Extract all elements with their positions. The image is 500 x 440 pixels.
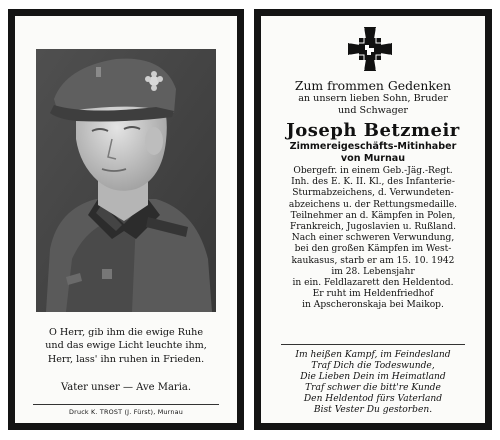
verse-line: Traf schwer die bitt're Kunde [305,383,441,394]
printer-credit: Druck K. TROST (J. Fürst), Murnau [69,408,183,416]
soldier-portrait-photo [36,49,216,312]
bio-line: in Apscheronskaja bei Maikop. [302,300,444,311]
bio-line: Sturmabzeichens, d. Verwundeten- [292,188,454,199]
prayer-line: Herr, lass' ihn ruhen in Frieden. [47,353,205,365]
divider-line [281,344,465,345]
verse-line: Im heißen Kampf, im Feindesland [295,350,451,360]
memorial-heading: Zum frommen Gedenken [294,78,452,93]
right-card [254,9,492,430]
biography [267,166,479,312]
verse-line: Bist Vester Du gestorben. [313,405,433,416]
bio-line: in ein. Feldlazarett den Heldentod. [292,278,454,289]
bio-line: im 28. Lebensjahr [331,266,415,277]
occupation: Zimmereigeschäfts-Mitinhaber [289,141,457,152]
bio-line: kaukasus, starb er am 15. 10. 1942 [291,255,455,266]
iron-cross-icon [347,26,393,72]
bio-line: Obergefr. in einem Geb.-Jäg.-Regt. [293,166,453,176]
closing-prayer: Vater unser — Ave Maria. [60,382,192,393]
dedication-text [261,93,485,116]
bio-line: bei den großen Kämpfen im West- [294,244,452,255]
memorial-verse [267,350,479,417]
dedication-line: und Schwager [337,104,408,116]
verse-line: Die Lieben Dein im Heimatland [300,372,446,383]
prayer-line: O Herr, gib ihm die ewige Ruhe [49,327,203,338]
bio-line: Nach einer schweren Verwundung, [291,233,455,244]
verse-line: Den Heldentod fürs Vaterland [303,394,443,405]
bio-line: abzeichens u. der Rettungsmedaille. [288,199,458,210]
verse-line: Traf Dich die Todeswunde, [311,361,435,372]
prayer-text [15,326,237,366]
left-card [8,9,244,430]
prayer-line: und das ewige Licht leuchte ihm, [45,340,207,352]
bio-line: Er ruht im Heldenfriedhof [312,289,434,300]
bio-line: Teilnehmer an d. Kämpfen in Polen, [290,210,456,221]
dedication-line: an unsern lieben Sohn, Bruder [298,93,448,104]
divider-line [33,404,219,405]
hometown: von Murnau [340,153,406,164]
deceased-name: Joseph Betzmeir [286,120,460,141]
bio-line: Frankreich, Jugoslavien u. Rußland. [289,222,457,233]
bio-line: Inh. des E. K. II. Kl., des Infanterie- [291,177,455,188]
